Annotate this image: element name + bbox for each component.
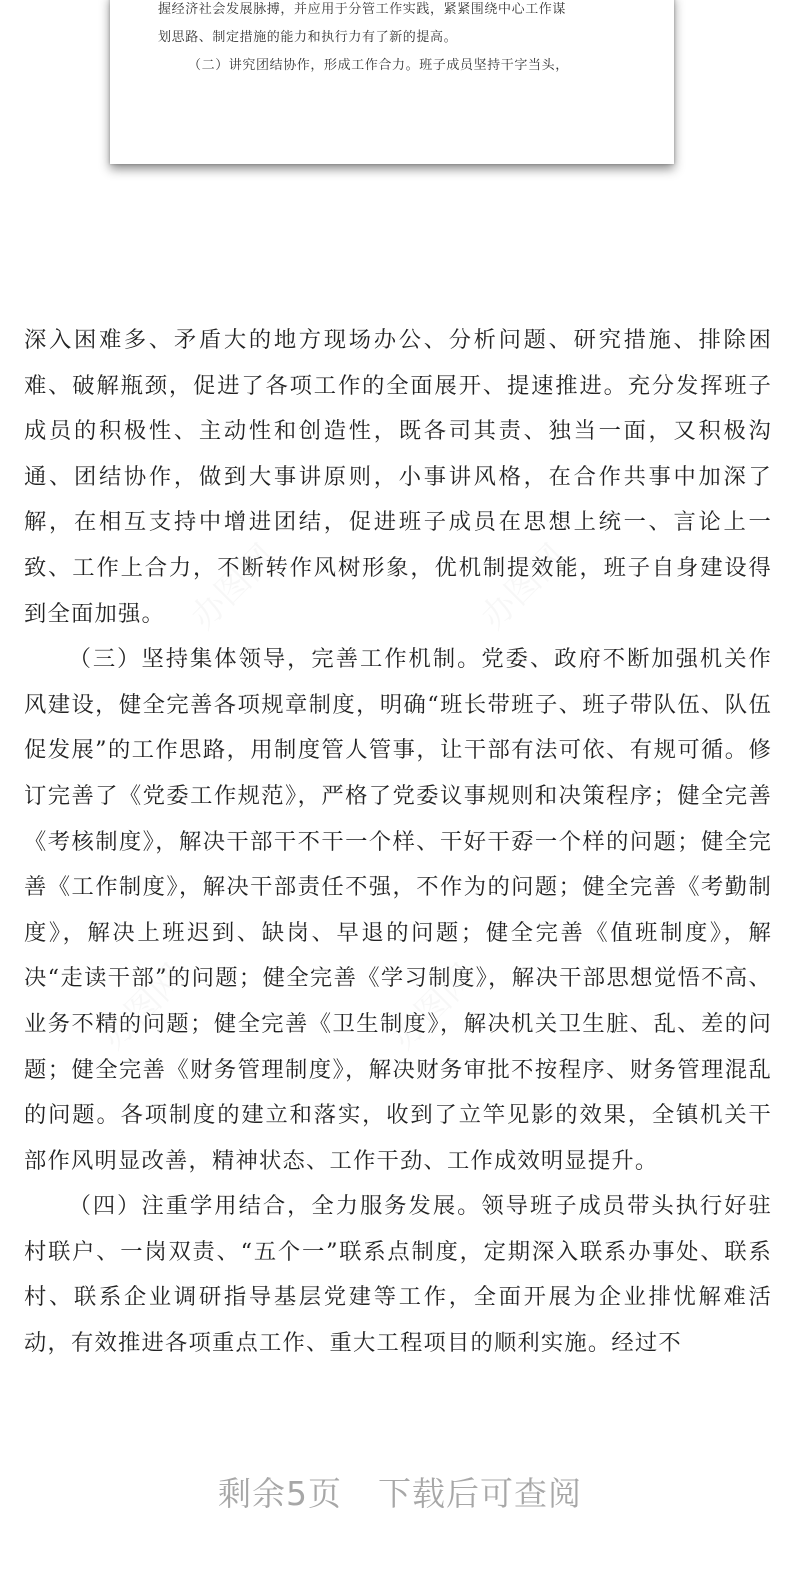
paragraph-section-3: （三）坚持集体领导，完善工作机制。党委、政府不断加强机关作风建设，健全完善各项规章制度，明确“班长带班子、班子带队伍、队伍促发展”的工作思路，用制度管人管事，让干部有法可依、有规可循。修订完善了《党委工作规范》，严格了党委议事规则和决策程序；健全完善《考核制度》，解决干部干不干一个样、干好干孬一个样的问题；健全完善《工作制度》，解决干部责任不强，不作为的问题；健全完善《考勤制度》，解决上班迟到、缺岗、早退的问题；健全完善《值班制度》，解决“走读干部”的问题；健全完善《学习制度》，解决干部思想觉悟不高、业务不精的问题；健全完善《卫生制度》，解决机关卫生脏、乱、差的问题；健全完善《财务管理制度》，解决财务审批不按程序、财务管理混乱的问题。各项制度的建立和落实，收到了立竿见影的效果，全镇机关干部作风明显改善，精神状态、工作干劲、工作成效明显提升。 [24,646,772,1174]
download-prompt-text: 下载后可查阅 [378,1474,582,1513]
remaining-pages-text: 剩余5页 [218,1474,342,1513]
watermark: 办图网 [93,956,194,1058]
previous-page-preview [110,0,674,164]
document-body [24,318,772,1367]
paragraph-section-4: （四）注重学用结合，全力服务发展。领导班子成员带头执行好驻村联户、一岗双责、“五个一”联系点制度，定期深入联系办事处、联系村、联系企业调研指导基层党建等工作，全面开展为企业排忧解难活动，有效推进各项重点工作、重大工程项目的顺利实施。经过不 [24,1193,772,1357]
watermark: 办图网 [183,536,284,638]
watermark: 办图网 [383,956,484,1058]
preview-line: （二）讲究团结协作，形成工作合力。班子成员坚持干字当头， [188,58,569,73]
download-banner[interactable] [0,1468,800,1515]
preview-line: 划思路、制定措施的能力和执行力有了新的提高。 [158,30,458,45]
preview-line: 握经济社会发展脉搏，并应用于分管工作实践，紧紧围绕中心工作谋 [158,2,567,17]
watermark: 办图网 [473,536,574,638]
paragraph-continuation: 深入困难多、矛盾大的地方现场办公、分析问题、研究措施、排除困难、破解瓶颈，促进了各项工作的全面展开、提速推进。充分发挥班子成员的积极性、主动性和创造性，既各司其责、独当一面，又积极沟通、团结协作，做到大事讲原则，小事讲风格，在合作共事中加深了解，在相互支持中增进团结，促进班子成员在思想上统一、言论上一致、工作上合力，不断转作风树形象，优机制提效能，班子自身建设得到全面加强。 [24,327,772,627]
